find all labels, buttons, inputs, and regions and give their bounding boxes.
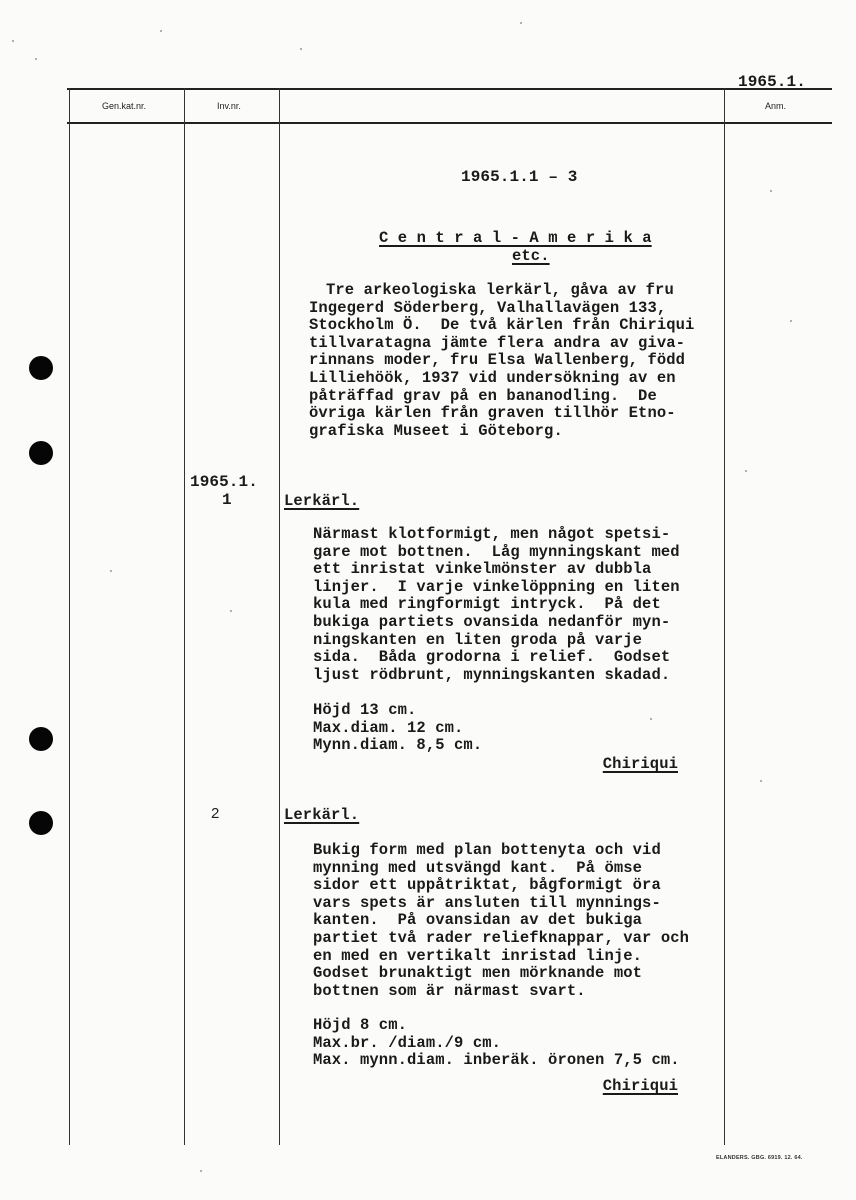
text-anm-divider xyxy=(724,88,725,1145)
printer-imprint: ELANDERS. GBG. 6919. 12. 64. xyxy=(716,1155,803,1161)
entry-2-inv-number: 2 xyxy=(211,805,220,822)
inv-text-divider xyxy=(279,88,280,1145)
entry-1-title: Lerkärl. xyxy=(284,492,360,510)
paper-speck xyxy=(200,1170,202,1172)
top-rule xyxy=(67,88,832,90)
entry-1-inv-number: 1 xyxy=(222,491,232,509)
text-line: bukiga partiets ovansida nedanför myn- xyxy=(313,612,671,631)
paper-speck xyxy=(520,22,522,24)
entry-1-inv-prefix: 1965.1. xyxy=(190,473,258,491)
text-line: grafiska Museet i Göteborg. xyxy=(309,421,563,440)
text-line: gare mot bottnen. Låg mynningskant med xyxy=(313,542,680,561)
text-line: sidor ett uppåtriktat, bågformigt öra xyxy=(313,876,661,895)
column-header-gen-kat-nr: Gen.kat.nr. xyxy=(102,101,147,111)
punch-hole-4 xyxy=(29,811,53,835)
entry-2-title: Lerkärl. xyxy=(284,806,360,824)
paper-speck xyxy=(790,320,792,322)
text-line: partiet två rader reliefknappar, var och xyxy=(313,928,690,947)
measurement-line: Höjd 8 cm. xyxy=(313,1016,408,1034)
range-heading: 1965.1.1 – 3 xyxy=(461,168,578,186)
entry-1-locality: Chiriqui xyxy=(602,755,678,773)
text-line: mynning med utsvängd kant. På ömse xyxy=(313,858,643,877)
text-line: påträffad grav på en bananodling. De xyxy=(309,386,657,405)
paper-speck xyxy=(770,190,772,192)
text-line: kanten. På ovansidan av det bukiga xyxy=(313,911,643,930)
text-line: kula med ringformigt intryck. På det xyxy=(313,595,661,614)
punch-hole-1 xyxy=(29,356,53,380)
left-border-line xyxy=(69,88,70,1145)
text-line: Lilliehöök, 1937 vid undersökning av en xyxy=(309,368,676,387)
measurement-line: Max.diam. 12 cm. xyxy=(313,718,464,737)
text-line: Ingegerd Söderberg, Valhallavägen 133, xyxy=(309,298,667,317)
measurement-line: Max. mynn.diam. inberäk. öronen 7,5 cm. xyxy=(313,1051,680,1070)
paper-speck xyxy=(160,30,162,32)
punch-hole-2 xyxy=(29,441,53,465)
entry-1-measurements xyxy=(313,702,482,755)
text-line: Bukig form med plan bottenyta och vid xyxy=(313,841,661,859)
paper-speck xyxy=(745,470,747,472)
text-line: tillvaratagna jämte flera andra av giva- xyxy=(309,333,686,352)
paper-speck xyxy=(230,610,232,612)
text-line: ningskanten en liten groda på varje xyxy=(313,630,643,649)
entry-2-description xyxy=(313,842,689,1000)
paper-speck xyxy=(12,40,14,42)
text-line: sida. Båda grodorna i relief. Godset xyxy=(313,648,671,667)
paper-speck xyxy=(650,718,652,720)
region-heading: C e n t r a l - A m e r i k a xyxy=(379,229,652,247)
column-header-anm: Anm. xyxy=(765,101,787,111)
punch-hole-3 xyxy=(29,727,53,751)
intro-paragraph xyxy=(309,282,694,440)
gen-inv-divider xyxy=(184,88,185,1145)
paper-speck xyxy=(110,570,112,572)
region-subheading: etc. xyxy=(512,247,550,265)
accession-number: 1965.1. xyxy=(738,73,806,91)
entry-2-measurements xyxy=(313,1017,680,1070)
measurement-line: Max.br. /diam./9 cm. xyxy=(313,1033,502,1052)
measurement-line: Höjd 13 cm. xyxy=(313,701,417,719)
text-line: en med en vertikalt inristad linje. xyxy=(313,946,643,965)
entry-1-description xyxy=(313,526,680,684)
paper-speck xyxy=(35,58,37,60)
column-header-inv-nr: Inv.nr. xyxy=(217,101,241,111)
measurement-line: Mynn.diam. 8,5 cm. xyxy=(313,736,483,755)
text-line: Närmast klotformigt, men något spetsi- xyxy=(313,525,671,543)
text-line: ett inristat vinkelmönster av dubbla xyxy=(313,560,652,579)
entry-2-locality: Chiriqui xyxy=(602,1077,678,1095)
text-line: bottnen som är närmast svart. xyxy=(313,981,586,1000)
text-line: Stockholm Ö. De två kärlen från Chiriqui xyxy=(309,316,695,335)
paper-speck xyxy=(760,780,762,782)
text-line: linjer. I varje vinkelöppning en liten xyxy=(313,577,680,596)
text-line: Tre arkeologiska lerkärl, gåva av fru xyxy=(326,281,674,299)
text-line: rinnans moder, fru Elsa Wallenberg, född xyxy=(309,351,686,370)
text-line: övriga kärlen från graven tillhör Etno- xyxy=(309,404,676,423)
text-line: vars spets är ansluten till mynnings- xyxy=(313,893,661,912)
header-bottom-rule xyxy=(67,122,832,124)
paper-speck xyxy=(300,48,302,50)
text-line: Godset brunaktigt men mörknande mot xyxy=(313,964,643,983)
text-line: ljust rödbrunt, mynningskanten skadad. xyxy=(313,665,671,684)
